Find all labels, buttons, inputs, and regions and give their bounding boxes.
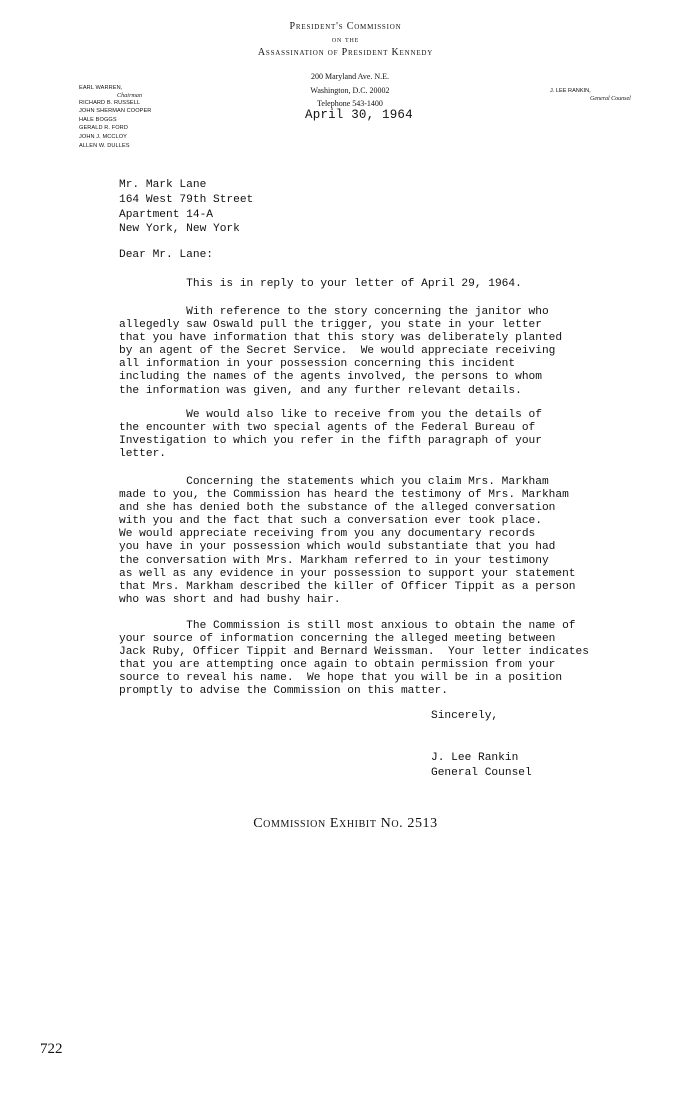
recipient-line: Mr. Mark Lane (119, 179, 207, 191)
paragraph-line: promptly to advise the Commission on this matter. (119, 685, 448, 698)
letterhead-commission: President's Commission (289, 21, 402, 32)
paragraph-line: who was short and had bushy hair. (119, 593, 341, 606)
paragraph-4 (119, 476, 579, 607)
recipient-line: New York, New York (119, 223, 240, 236)
commission-members (79, 84, 151, 150)
paragraph-line: We would appreciate receiving from you any documentary records (119, 528, 536, 541)
signature-block (431, 751, 532, 780)
member-name: JOHN J. MCCLOY (79, 133, 128, 140)
paragraph-line: We would also like to receive from you the details of (119, 409, 542, 421)
salutation: Dear Mr. Lane: (119, 249, 213, 261)
signature-title: General Counsel (431, 766, 532, 779)
letterhead-address (280, 70, 420, 111)
recipient-line: Apartment 14-A (119, 208, 213, 221)
paragraph-line: With reference to the story concerning the janitor who (119, 306, 549, 318)
member-name: HALE BOGGS (79, 116, 117, 123)
chairman-name: EARL WARREN, (79, 85, 123, 91)
paragraph-2 (119, 306, 579, 398)
letterhead (0, 20, 691, 59)
address-street: 200 Maryland Ave. N.E. (310, 72, 390, 81)
paragraph-line: source to reveal his name. We hope that you will be in a position (119, 672, 563, 685)
member-name: GERALD R. FORD (79, 125, 128, 132)
paragraph-1 (119, 278, 579, 291)
counsel-name: J. LEE RANKIN, (550, 88, 591, 94)
paragraph-line: the information was given, and any further relevant details. (119, 384, 522, 397)
paragraph-line: by an agent of the Secret Service. We would appreciate receiving (119, 345, 556, 358)
paragraph-line: with you and the fact that such a conversation ever took place. (119, 515, 542, 528)
exhibit-label: Commission Exhibit No. 2513 (253, 816, 438, 831)
page-number: 722 (40, 1041, 63, 1057)
paragraph-line: the encounter with two special agents of the Federal Bureau of (119, 422, 536, 435)
paragraph-line: including the names of the agents involved, the persons to whom (119, 371, 542, 384)
paragraph-line: that you are attempting once again to obtain permission from your (119, 659, 556, 672)
letterhead-on-the: on the (331, 35, 360, 44)
counsel-role: General Counsel (590, 96, 631, 102)
paragraph-5 (119, 620, 589, 699)
paragraph-line: as well as any evidence in your possession to support your statement (119, 567, 576, 580)
paragraph-line: you have in your possession which would substantiate that you had (119, 541, 556, 554)
paragraph-line: the conversation with Mrs. Markham referred to in your testimony (119, 554, 549, 567)
paragraph-line: Investigation to which you refer in the fifth paragraph of your (119, 435, 542, 448)
address-city: Washington, D.C. 20002 (310, 85, 390, 95)
paragraph-line: letter. (119, 448, 166, 461)
paragraph-line: Concerning the statements which you claim Mrs. Markham (119, 476, 549, 488)
paragraph-line: This is in reply to your letter of April 29, 1964. (119, 278, 522, 290)
paragraph-line: that Mrs. Markham described the killer of Officer Tippit as a person (119, 580, 576, 593)
paragraph-line: your source of information concerning the alleged meeting between (119, 633, 556, 646)
paragraph-3 (119, 409, 579, 461)
letterhead-assassination: Assassination of President Kennedy (257, 47, 434, 58)
chairman-role: Chairman (117, 92, 143, 99)
paragraph-line: made to you, the Commission has heard the testimony of Mrs. Markham (119, 489, 569, 502)
member-name: RICHARD B. RUSSELL (79, 99, 141, 106)
member-name: ALLEN W. DULLES (79, 142, 130, 149)
signature-name: J. Lee Rankin (431, 752, 519, 764)
paragraph-line: allegedly saw Oswald pull the trigger, you state in your letter (119, 319, 542, 332)
paragraph-line: The Commission is still most anxious to obtain the name of (119, 620, 576, 632)
paragraph-line: Jack Ruby, Officer Tippit and Bernard Weissman. Your letter indicates (119, 646, 589, 659)
address-telephone: Telephone 543-1400 (317, 99, 383, 108)
letter-date: April 30, 1964 (305, 108, 413, 122)
general-counsel-block (550, 87, 631, 103)
recipient-address (119, 178, 253, 237)
paragraph-line: and she has denied both the substance of the alleged conversation (119, 502, 556, 515)
closing: Sincerely, (431, 710, 499, 722)
member-name: JOHN SHERMAN COOPER (79, 108, 152, 115)
paragraph-line: that you have information that this story was deliberately planted (119, 332, 563, 345)
recipient-line: 164 West 79th Street (119, 193, 254, 206)
paragraph-line: all information in your possession concerning this incident (119, 358, 516, 371)
